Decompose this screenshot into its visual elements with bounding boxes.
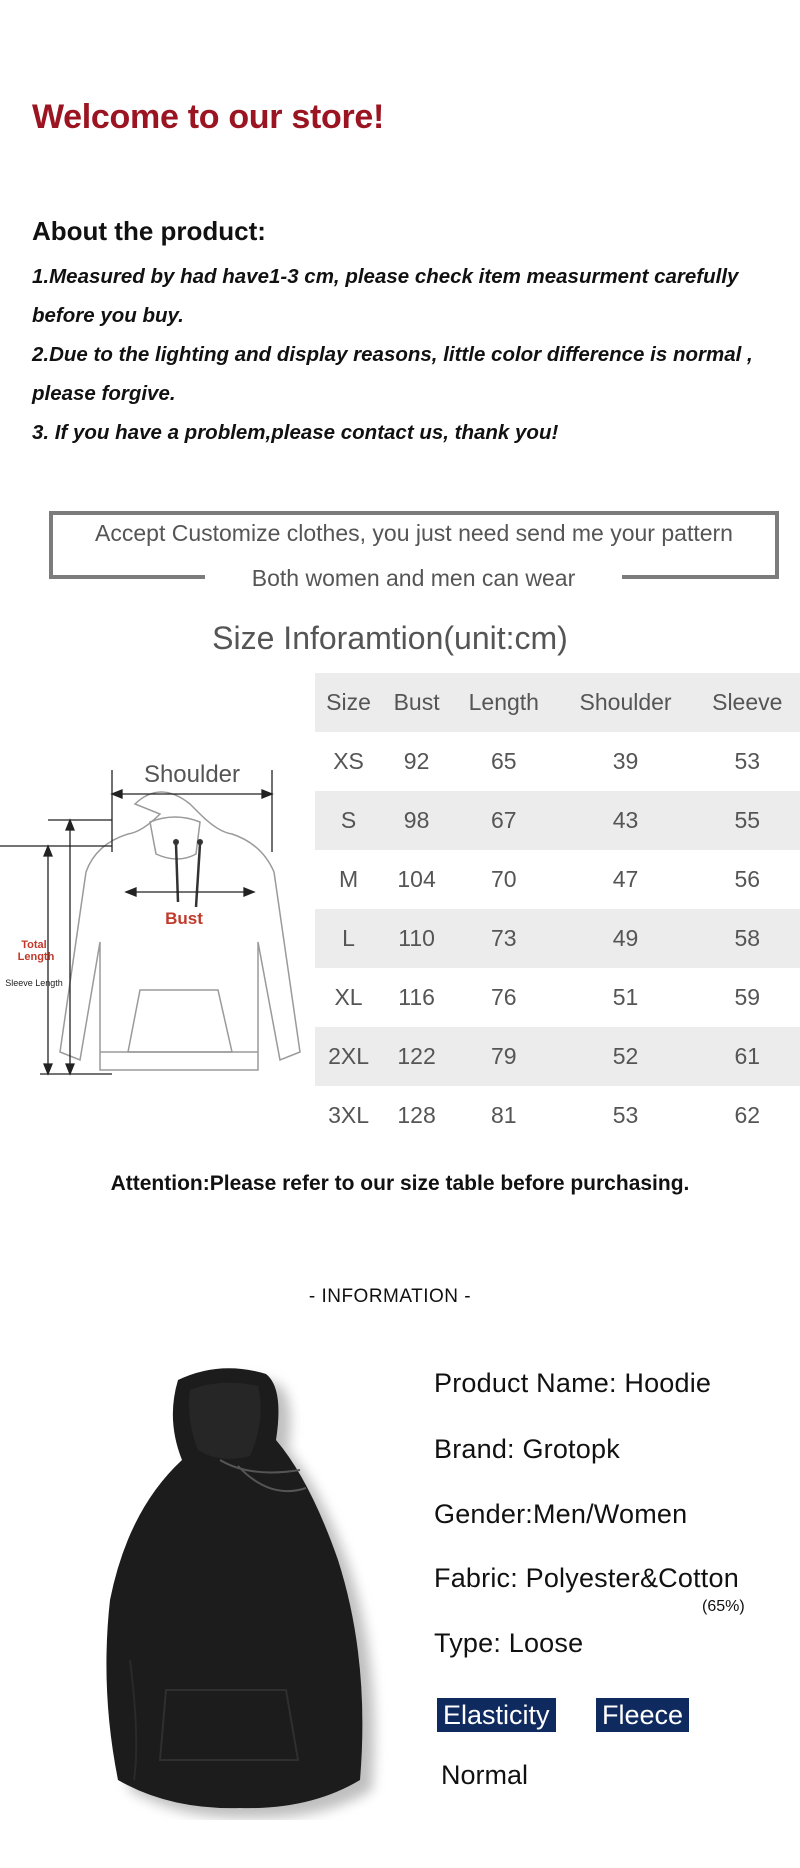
diagram-shoulder-label: Shoulder xyxy=(143,761,241,788)
table-row xyxy=(315,1086,800,1145)
cell: 92 xyxy=(403,748,430,774)
cell: 104 xyxy=(397,866,436,892)
cell: 53 xyxy=(734,748,761,774)
note-2: 2.Due to the lighting and display reasons, little color difference is normal , please forgive. xyxy=(32,343,753,405)
header-sleeve: Sleeve xyxy=(695,673,800,732)
size-table xyxy=(315,673,800,1145)
cell: L xyxy=(315,909,382,968)
fabric: Fabric: Polyester&Cotton xyxy=(434,1563,739,1593)
tag-elasticity: Elasticity xyxy=(437,1698,556,1732)
cell: S xyxy=(315,791,382,850)
information-heading: - INFORMATION - xyxy=(308,1286,472,1307)
cell: 116 xyxy=(398,984,435,1010)
cell: 61 xyxy=(695,1027,800,1086)
cell: 58 xyxy=(695,909,800,968)
diagram-bust-label: Bust xyxy=(165,909,203,928)
fabric-note: (65%) xyxy=(702,1598,745,1615)
cell: 76 xyxy=(491,984,517,1010)
table-header-row xyxy=(315,673,800,732)
black-hoodie-photo xyxy=(70,1360,400,1820)
about-title: About the product: xyxy=(32,216,266,246)
table-row xyxy=(315,968,800,1027)
cell: 39 xyxy=(612,748,639,774)
cell: 62 xyxy=(734,1102,761,1128)
type: Type: Loose xyxy=(434,1628,584,1658)
cell: XS xyxy=(333,748,364,774)
cell: 43 xyxy=(557,791,695,850)
cell: 49 xyxy=(557,909,695,968)
cell: 79 xyxy=(451,1027,556,1086)
header-length: Length xyxy=(451,673,556,732)
attention-note: Attention:Please refer to our size table before purchasing. xyxy=(110,1172,690,1195)
table-row xyxy=(315,1027,800,1086)
hoodie-outline-illustration xyxy=(0,752,312,1082)
size-title: Size Inforamtion(unit:cm) xyxy=(212,620,568,656)
table-row xyxy=(315,850,800,909)
diagram-length-label: Length xyxy=(17,951,55,963)
frame-bottom-right xyxy=(622,575,775,579)
brand: Brand: Grotopk xyxy=(434,1434,620,1464)
cell: 51 xyxy=(612,984,639,1010)
cell: 53 xyxy=(612,1102,639,1128)
cell: 59 xyxy=(734,984,761,1010)
feel-normal: Normal xyxy=(441,1760,529,1790)
table-row xyxy=(315,791,800,850)
cell: M xyxy=(338,866,359,892)
welcome-title: Welcome to our store! xyxy=(32,98,385,136)
cell: 55 xyxy=(695,791,800,850)
cell: 122 xyxy=(382,1027,451,1086)
cell: 3XL xyxy=(328,1102,369,1128)
cell: 128 xyxy=(397,1102,436,1128)
frame-bottom-left xyxy=(49,575,205,579)
header-bust: Bust xyxy=(382,673,451,732)
header-shoulder: Shoulder xyxy=(557,673,695,732)
cell: 98 xyxy=(382,791,451,850)
cell: 70 xyxy=(491,866,517,892)
tag-fleece: Fleece xyxy=(596,1698,689,1732)
cell: 56 xyxy=(734,866,761,892)
cell: 73 xyxy=(451,909,556,968)
cell: 67 xyxy=(451,791,556,850)
cell: 52 xyxy=(557,1027,695,1086)
customize-line-2: Both women and men can wear xyxy=(251,565,576,591)
cell: 47 xyxy=(612,866,639,892)
header-size: Size xyxy=(315,673,382,732)
cell: 81 xyxy=(491,1102,517,1128)
product-name: Product Name: Hoodie xyxy=(434,1368,712,1398)
note-1: 1.Measured by had have1-3 cm, please check item measurment carefully before you buy. xyxy=(32,265,739,327)
gender: Gender:Men/Women xyxy=(434,1499,688,1529)
cell: 110 xyxy=(382,909,451,968)
table-row xyxy=(315,909,800,968)
diagram-sleeve-label: Sleeve Length xyxy=(5,978,63,988)
table-row xyxy=(315,732,800,791)
diagram-total-label: Total xyxy=(21,939,47,951)
cell: 65 xyxy=(491,748,517,774)
customize-line-1: Accept Customize clothes, you just need send me your pattern xyxy=(95,520,733,546)
note-3: 3. If you have a problem,please contact us, thank you! xyxy=(32,421,559,444)
cell: XL xyxy=(334,984,363,1010)
cell: 2XL xyxy=(315,1027,382,1086)
